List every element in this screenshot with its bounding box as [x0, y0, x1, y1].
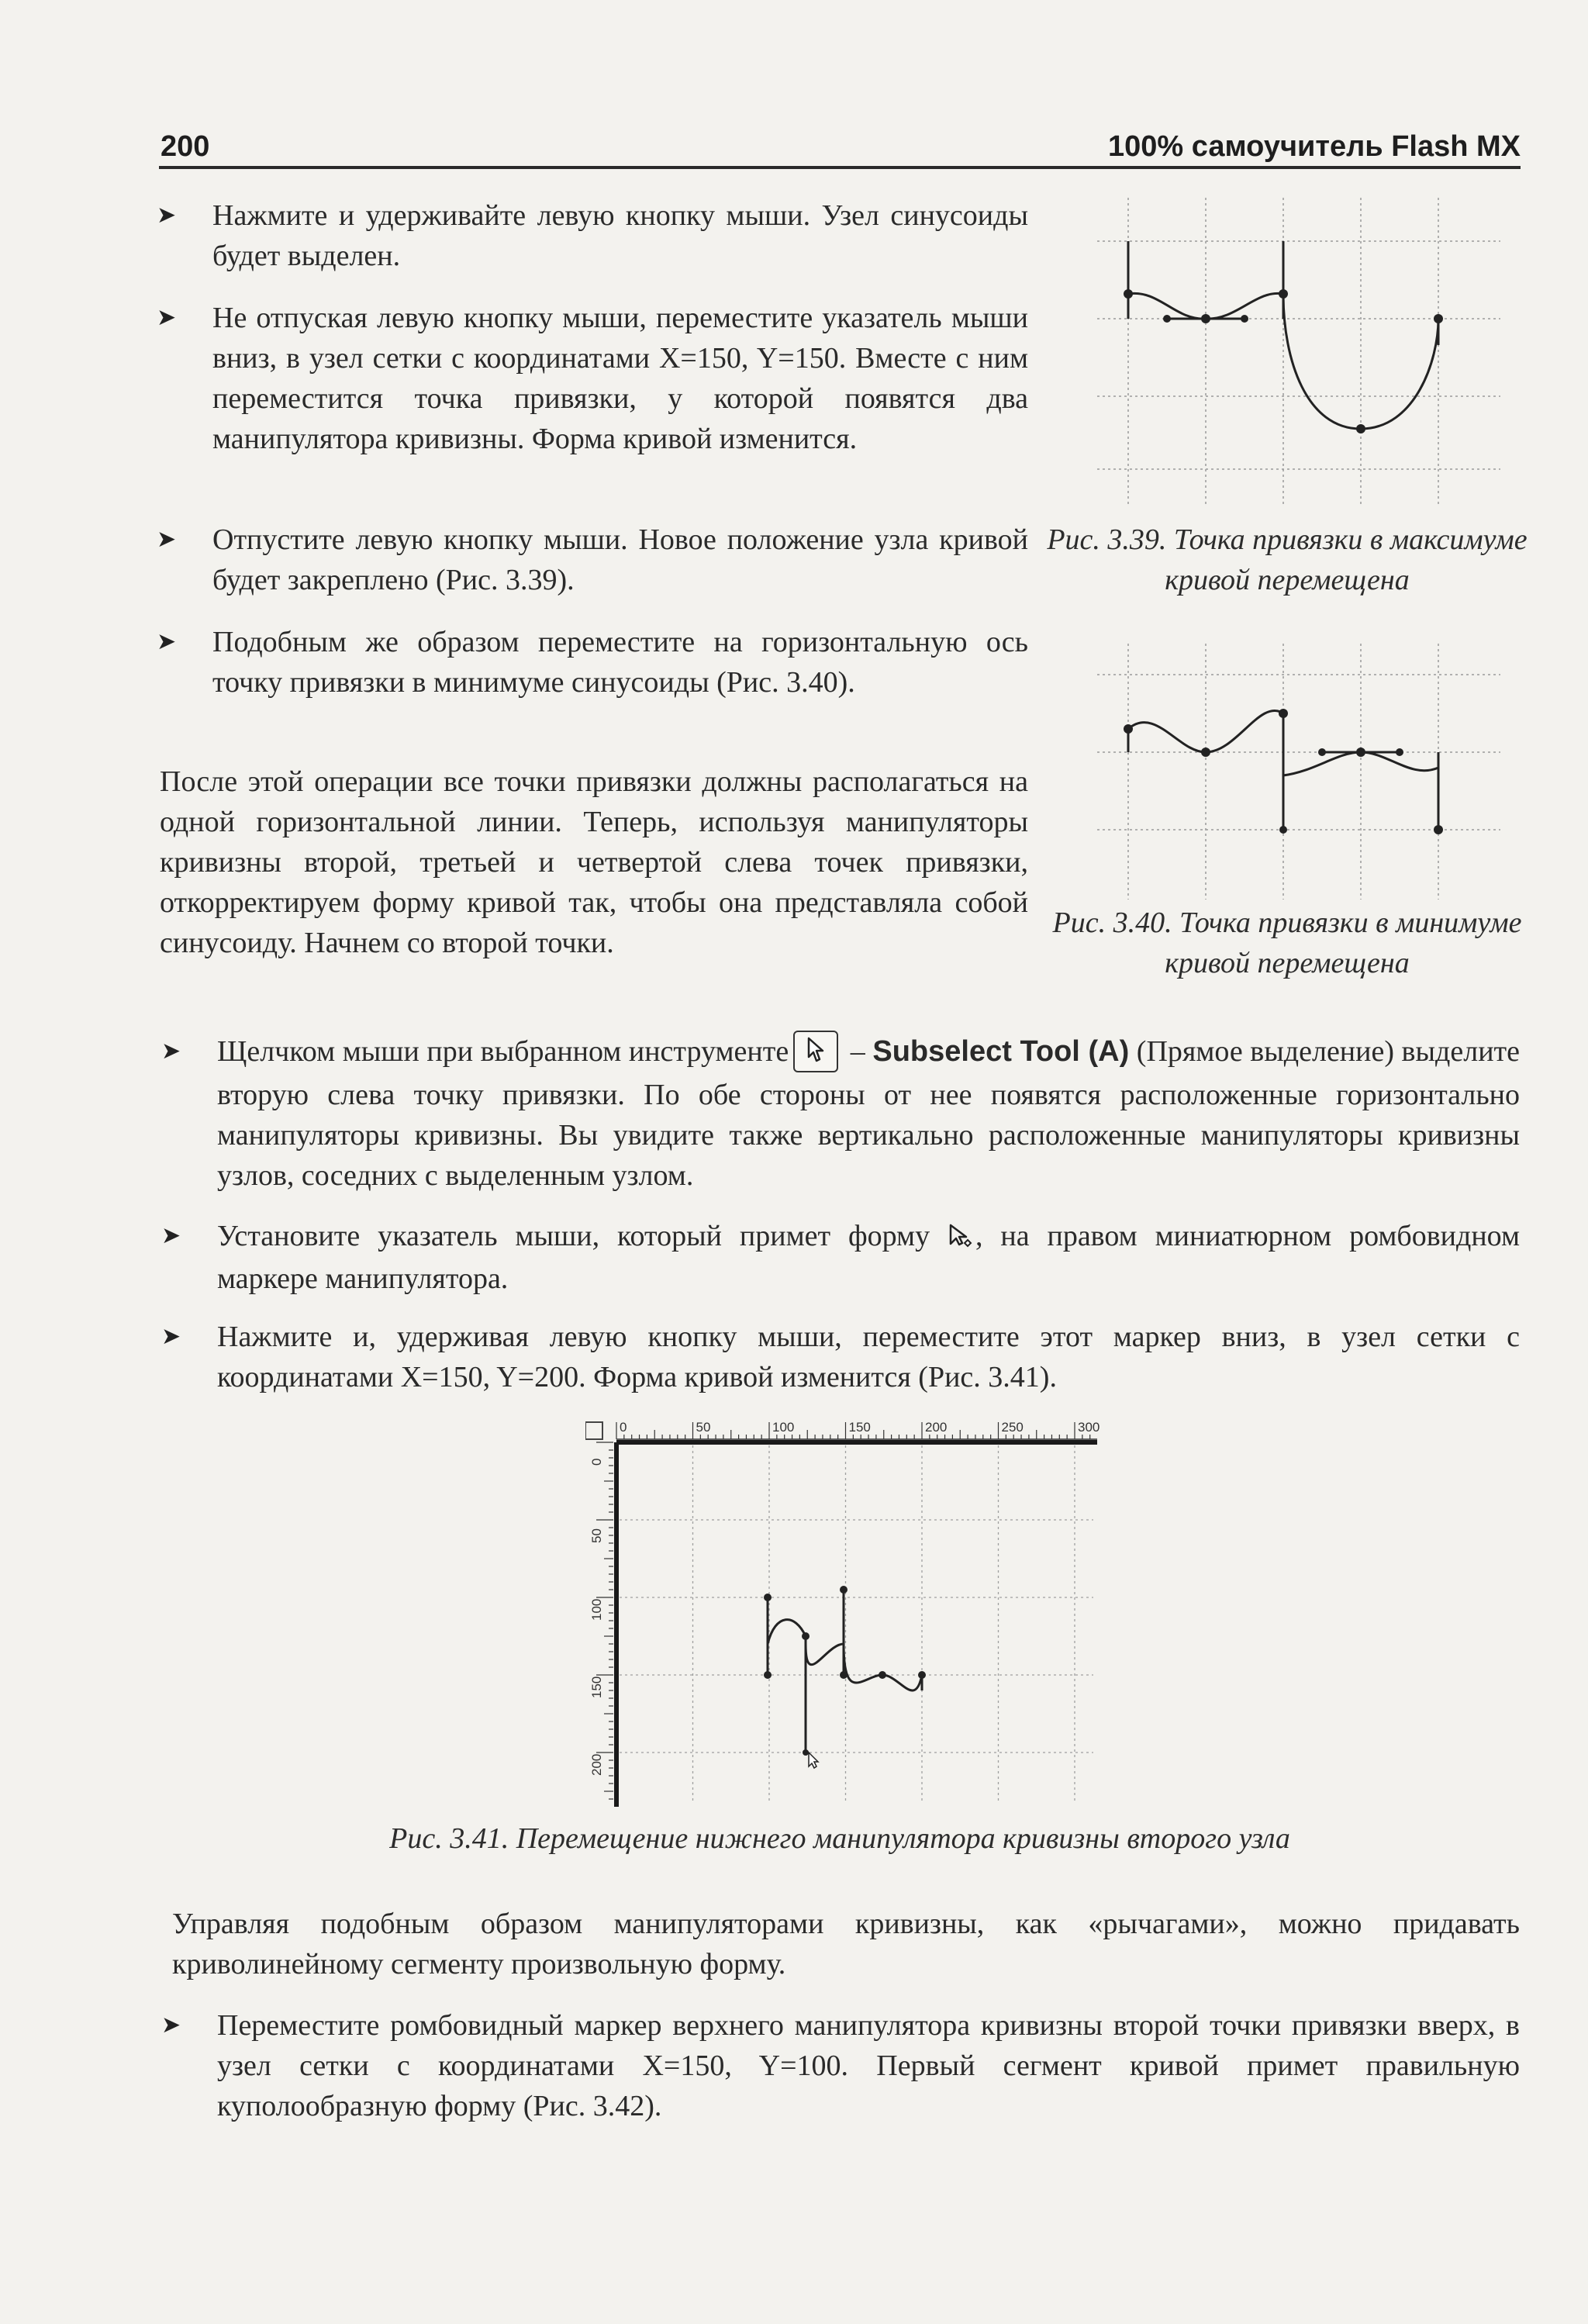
- bullet-item: [157, 195, 1028, 276]
- header-rule: [159, 166, 1521, 169]
- bullet-arrowhead-icon: ➤: [157, 202, 177, 229]
- bullet-item: [157, 520, 1028, 600]
- figure-3-40: [1082, 644, 1500, 900]
- ruler-x-label: 150: [848, 1420, 871, 1435]
- bullet-arrowhead-icon: ➤: [157, 304, 177, 331]
- figure-3-39: [1082, 198, 1500, 504]
- ruler-x-label: 100: [772, 1420, 795, 1435]
- bullet-arrowhead-icon: ➤: [157, 526, 177, 553]
- bullet-arrowhead-icon: ➤: [161, 1323, 181, 1350]
- bullet-arrowhead-icon: ➤: [161, 1038, 181, 1065]
- hollow-arrow-cursor-icon: [948, 1218, 975, 1259]
- bullet-text: Нажмите и удерживайте левую кнопку мыши. Узел синусоиды будет выделен.: [212, 199, 1028, 272]
- bullet-text: Нажмите и, удерживая левую кнопку мыши, переместите этот маркер вниз, в узел сетки с координатами X=150, Y=200. Форма кривой изменится (Рис. 3.41).: [217, 1321, 1520, 1393]
- figure-3-41-caption: Рис. 3.41. Перемещение нижнего манипулятора кривизны второго узла: [389, 1822, 1290, 1855]
- bullet-text: Отпустите левую кнопку мыши. Новое положение узла кривой будет закреплено (Рис. 3.39).: [212, 523, 1028, 596]
- ruler-x-label: 250: [1001, 1420, 1024, 1435]
- tool-name: Subselect Tool (A): [872, 1035, 1130, 1068]
- bullet-item: [157, 622, 1028, 703]
- bullet-text: Переместите ромбовидный маркер верхнего манипулятора кривизны второй точки привязки вверх, в узел сетки с координатами X=150, Y=100. Первый сегмент кривой примет правильную куполообразную форму (Рис. 3.42).: [217, 2009, 1520, 2122]
- ruler-x-label: 200: [925, 1420, 948, 1435]
- ruler-y-label: 50: [589, 1528, 604, 1543]
- bullet-text: Щелчком мыши при выбранном инструменте: [217, 1035, 789, 1068]
- ruler-x-label: 50: [696, 1420, 711, 1435]
- ruler-y-label: 0: [589, 1458, 604, 1466]
- bullet-text: (Прямое выделение) выделите вторую слева точку привязки. По обе стороны от нее появятся расположенные горизонтально манипуляторы кривизны. Вы увидите также вертикально расположенные манипуляторы кривизны узлов, соседних с выделенным узлом.: [217, 1035, 1521, 1193]
- bullet-item: [161, 1031, 1521, 1196]
- bullet-arrowhead-icon: ➤: [161, 2011, 181, 2039]
- paragraph: После этой операции все точки привязки должны располагаться на одной горизонтальной линии. Теперь, используя манипуляторы кривизны второй, третьей и четвертой слева точек привязки, откорректируем форму кривой так, чтобы она представляла собой синусоиду. Начнем со второй точки.: [160, 765, 1028, 959]
- paragraph: Управляя подобным образом манипуляторами кривизны, как «рычагами», можно придавать криволинейному сегменту произвольную форму.: [172, 1908, 1520, 1980]
- figure-3-41: [585, 1411, 1113, 1815]
- bullet-dash: –: [843, 1035, 873, 1068]
- figure-3-39-caption: Рис. 3.39. Точка привязки в максимуме кривой перемещена: [1047, 523, 1528, 596]
- bullet-item: [161, 2005, 1520, 2126]
- bullet-text: Не отпуская левую кнопку мыши, переместите указатель мыши вниз, в узел сетки с координатами X=150, Y=150. Вместе с ним переместится точка привязки, у которой появятся два манипулятора кривизны. Форма кривой изменится.: [212, 302, 1028, 455]
- bullet-arrowhead-icon: ➤: [157, 628, 177, 655]
- bullet-text: , на правом миниатюрном ромбовидном маркере манипулятора.: [217, 1220, 1520, 1296]
- ruler-x-label: 300: [1078, 1420, 1100, 1435]
- ruler-x-label: 0: [620, 1420, 627, 1435]
- bullet-item: [161, 1317, 1520, 1397]
- subselect-tool-icon: [793, 1031, 838, 1072]
- bullet-arrowhead-icon: ➤: [161, 1222, 181, 1249]
- bullet-item: [157, 298, 1028, 459]
- figure-3-40-caption: Рис. 3.40. Точка привязки в минимуме кривой перемещена: [1052, 906, 1522, 979]
- ruler-y-label: 200: [589, 1753, 604, 1776]
- ruler-y-label: 150: [589, 1676, 604, 1698]
- running-header-title: 100% самоучитель Flash MX: [1108, 130, 1521, 163]
- bullet-item: [161, 1216, 1520, 1299]
- page-number: 200: [161, 130, 210, 163]
- bullet-text: Подобным же образом переместите на горизонтальную ось точку привязки в минимуме синусоиды (Рис. 3.40).: [212, 626, 1028, 699]
- ruler-y-label: 100: [589, 1598, 604, 1621]
- bullet-text: Установите указатель мыши, который примет форму: [217, 1220, 948, 1252]
